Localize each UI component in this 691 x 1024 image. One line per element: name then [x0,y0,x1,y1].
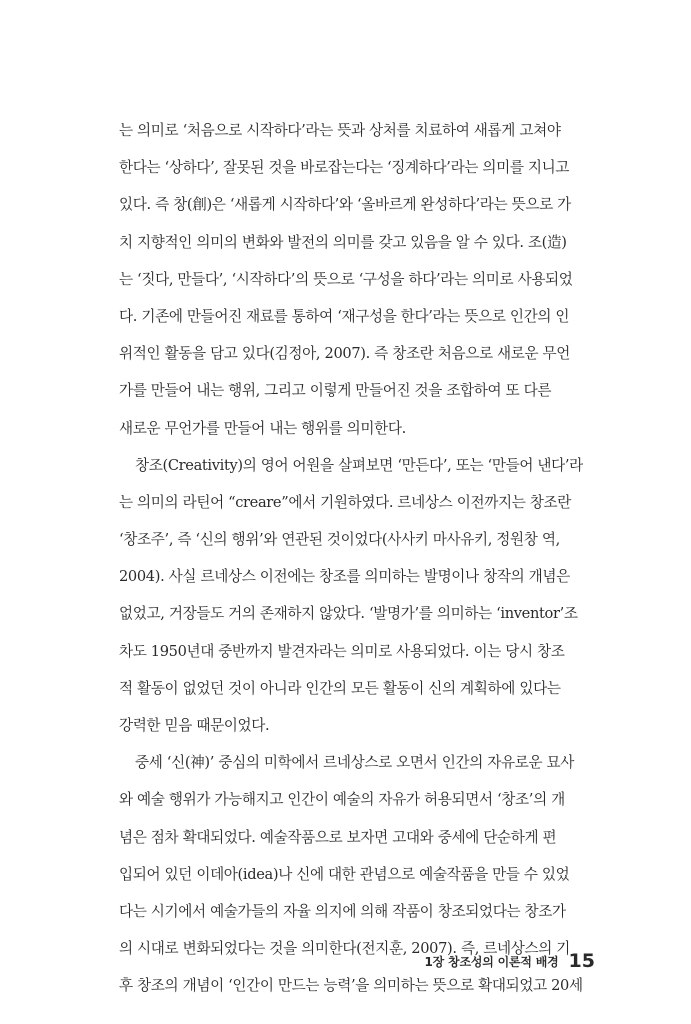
running-chapter-title: 1장 창조성의 이론적 배경 [424,955,559,969]
text-line: 다. 기존에 만들어진 재료를 통하여 ‘재구성을 한다’라는 뜻으로 인간의 인 [119,307,570,325]
text-line: 는 의미의 라틴어 “creare”에서 기원하였다. 르네상스 이전까지는 창조란 [119,493,571,511]
text-line: 있다. 즉 창(創)은 ‘새롭게 시작하다’와 ‘올바르게 완성하다’라는 뜻으로 가 [119,196,571,214]
text-line: 강력한 믿음 때문이었다. [119,717,270,734]
text-line: 적 활동이 없었던 것이 아니라 인간의 모든 활동이 신의 계획하에 있다는 [119,679,561,697]
page-footer [425,942,595,972]
body-text [119,112,597,1005]
text-line: 와 예술 행위가 가능해지고 인간이 예술의 자유가 허용되면서 ‘창조’의 개 [119,791,565,809]
text-line: 다는 시기에서 예술가들의 자율 의지에 의해 작품이 창조되었다는 창조가 [119,902,566,920]
text-line: 는 ‘짓다, 만들다’, ‘시작하다’의 뜻으로 ‘구성을 하다’라는 의미로 사용되었 [119,270,573,288]
text-line: 는 의미로 ‘처음으로 시작하다’라는 뜻과 상처를 치료하여 새롭게 고쳐야 [119,122,561,139]
text-line: 치 지향적인 의미의 변화와 발전의 의미를 갖고 있음을 알 수 있다. 조(造) [119,233,567,251]
text-line: 가를 만들어 내는 행위, 그리고 이렇게 만들어진 것을 조합하여 또 다른 [119,382,552,400]
page-number: 15 [568,950,595,972]
paragraph-start-line: 창조(Creativity)의 영어 어원을 살펴보면 ‘만든다’, 또는 ‘만들어 낸다’라 [135,456,583,474]
text-line: 의 시대로 변화되었다는 것을 의미한다(전지훈, 2007). 즉, 르네상스의 기 [119,940,571,958]
text-line: 위적인 활동을 담고 있다(김정아, 2007). 즉 창조란 처음으로 새로운 무언 [119,345,571,363]
text-line: 후 창조의 개념이 ‘인간이 만드는 능력’을 의미하는 뜻으로 확대되었고 20세 [119,977,583,995]
text-line: 한다는 ‘상하다’, 잘못된 것을 바로잡는다는 ‘징계하다’라는 의미를 지니고 [119,159,570,177]
text-line: 입되어 있던 이데아(idea)나 신에 대한 관념으로 예술작품을 만들 수 있었 [119,865,570,883]
text-line: 새로운 무언가를 만들어 내는 행위를 의미한다. [119,419,406,437]
text-line: 2004). 사실 르네상스 이전에는 창조를 의미하는 발명이나 창작의 개념은 [119,568,570,586]
text-line: ‘창조주’, 즉 ‘신의 행위’와 연관된 것이었다(사사키 마사유키, 정원창 역, [119,531,560,549]
text-line: 차도 1950년대 중반까지 발견자라는 의미로 사용되었다. 이는 당시 창조 [119,642,565,660]
text-line: 념은 점차 확대되었다. 예술작품으로 보자면 고대와 중세에 단순하게 편 [119,828,557,846]
text-line: 없었고, 거장들도 거의 존재하지 않았다. ‘발명가’를 의미하는 ‘inventor’조 [119,605,578,623]
paragraph-start-line: 중세 ‘신(神)’ 중심의 미학에서 르네상스로 오면서 인간의 자유로운 묘사 [135,754,575,772]
